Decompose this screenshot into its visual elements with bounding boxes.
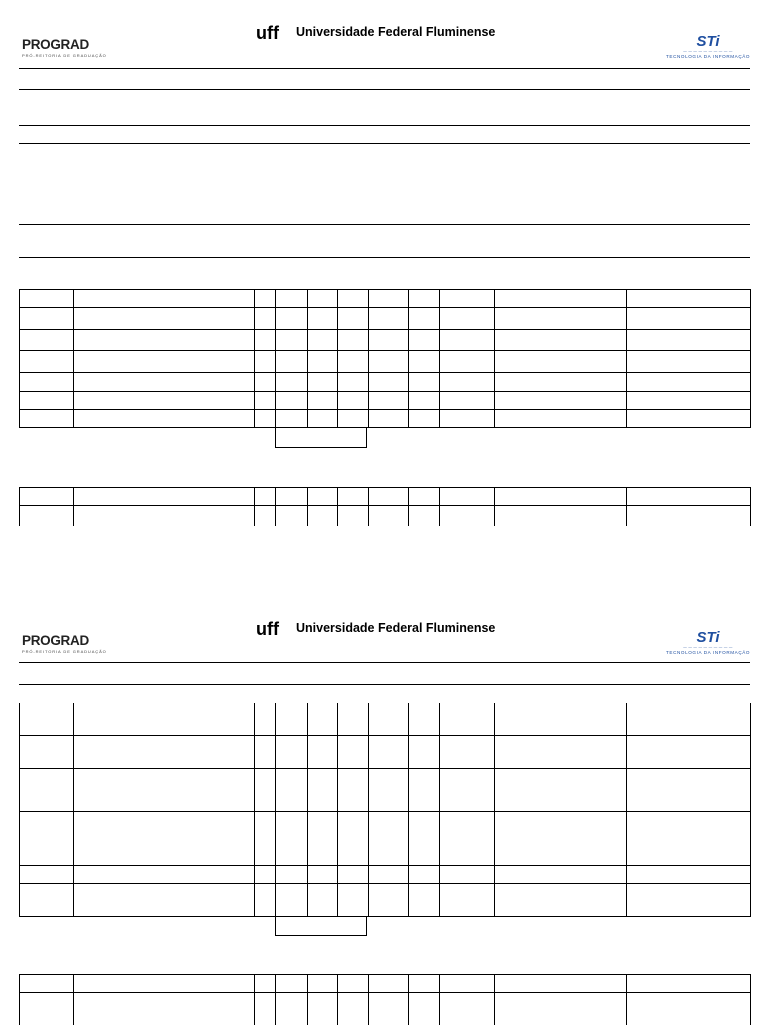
table-header-row xyxy=(20,290,751,308)
sti-logo-tagline: — — — — — — — — — — xyxy=(683,49,733,53)
divider xyxy=(19,662,750,663)
table-header-row xyxy=(20,975,751,993)
table-row xyxy=(20,410,751,428)
divider xyxy=(19,125,750,126)
prograd-logo-subtitle: PRÓ-REITORIA DE GRADUAÇÃO xyxy=(22,649,107,654)
table-header-row xyxy=(20,488,751,506)
prograd-logo xyxy=(22,634,107,654)
table-row xyxy=(20,703,751,735)
divider xyxy=(19,143,750,144)
sti-logo-text: STi xyxy=(696,33,720,50)
uff-emblem-icon xyxy=(256,20,292,42)
university-name: Universidade Federal Fluminense xyxy=(296,621,496,635)
prograd-logo xyxy=(22,38,107,58)
sti-logo-tagline: — — — — — — — — — — xyxy=(683,645,733,649)
divider xyxy=(19,684,750,685)
table-row xyxy=(20,373,751,392)
table-row xyxy=(20,735,751,768)
prograd-logo-text: PROGRAD xyxy=(22,633,89,648)
divider xyxy=(19,89,750,90)
page-header xyxy=(0,596,768,664)
grades-table-continued xyxy=(19,487,751,526)
sti-logo-subtitle: TECNOLOGIA DA INFORMAÇÃO xyxy=(666,650,751,655)
university-name: Universidade Federal Fluminense xyxy=(296,25,496,39)
sti-logo xyxy=(666,630,750,655)
table-row xyxy=(20,883,751,916)
svg-text:uff: uff xyxy=(256,23,279,42)
table-row xyxy=(20,768,751,811)
grades-table-continued xyxy=(19,974,751,1025)
sti-logo-text: STi xyxy=(696,629,720,646)
page-header xyxy=(0,0,768,68)
sti-logo xyxy=(666,34,750,59)
divider xyxy=(19,68,750,69)
divider xyxy=(19,224,750,225)
prograd-logo-subtitle: PRÓ-REITORIA DE GRADUAÇÃO xyxy=(22,53,107,58)
table-row xyxy=(20,506,751,526)
table-row xyxy=(20,993,751,1025)
svg-text:uff: uff xyxy=(256,619,279,638)
table-row xyxy=(20,308,751,330)
total-box xyxy=(275,428,367,448)
prograd-logo-text: PROGRAD xyxy=(22,37,89,52)
uff-emblem-icon xyxy=(256,616,292,638)
table-row xyxy=(20,392,751,410)
table-row xyxy=(20,865,751,883)
total-box xyxy=(275,916,367,936)
table-row xyxy=(20,351,751,373)
table-row xyxy=(20,811,751,865)
divider xyxy=(19,257,750,258)
grades-table xyxy=(19,289,751,428)
sti-logo-subtitle: TECNOLOGIA DA INFORMAÇÃO xyxy=(666,54,751,59)
grades-table xyxy=(19,703,751,917)
table-row xyxy=(20,330,751,351)
